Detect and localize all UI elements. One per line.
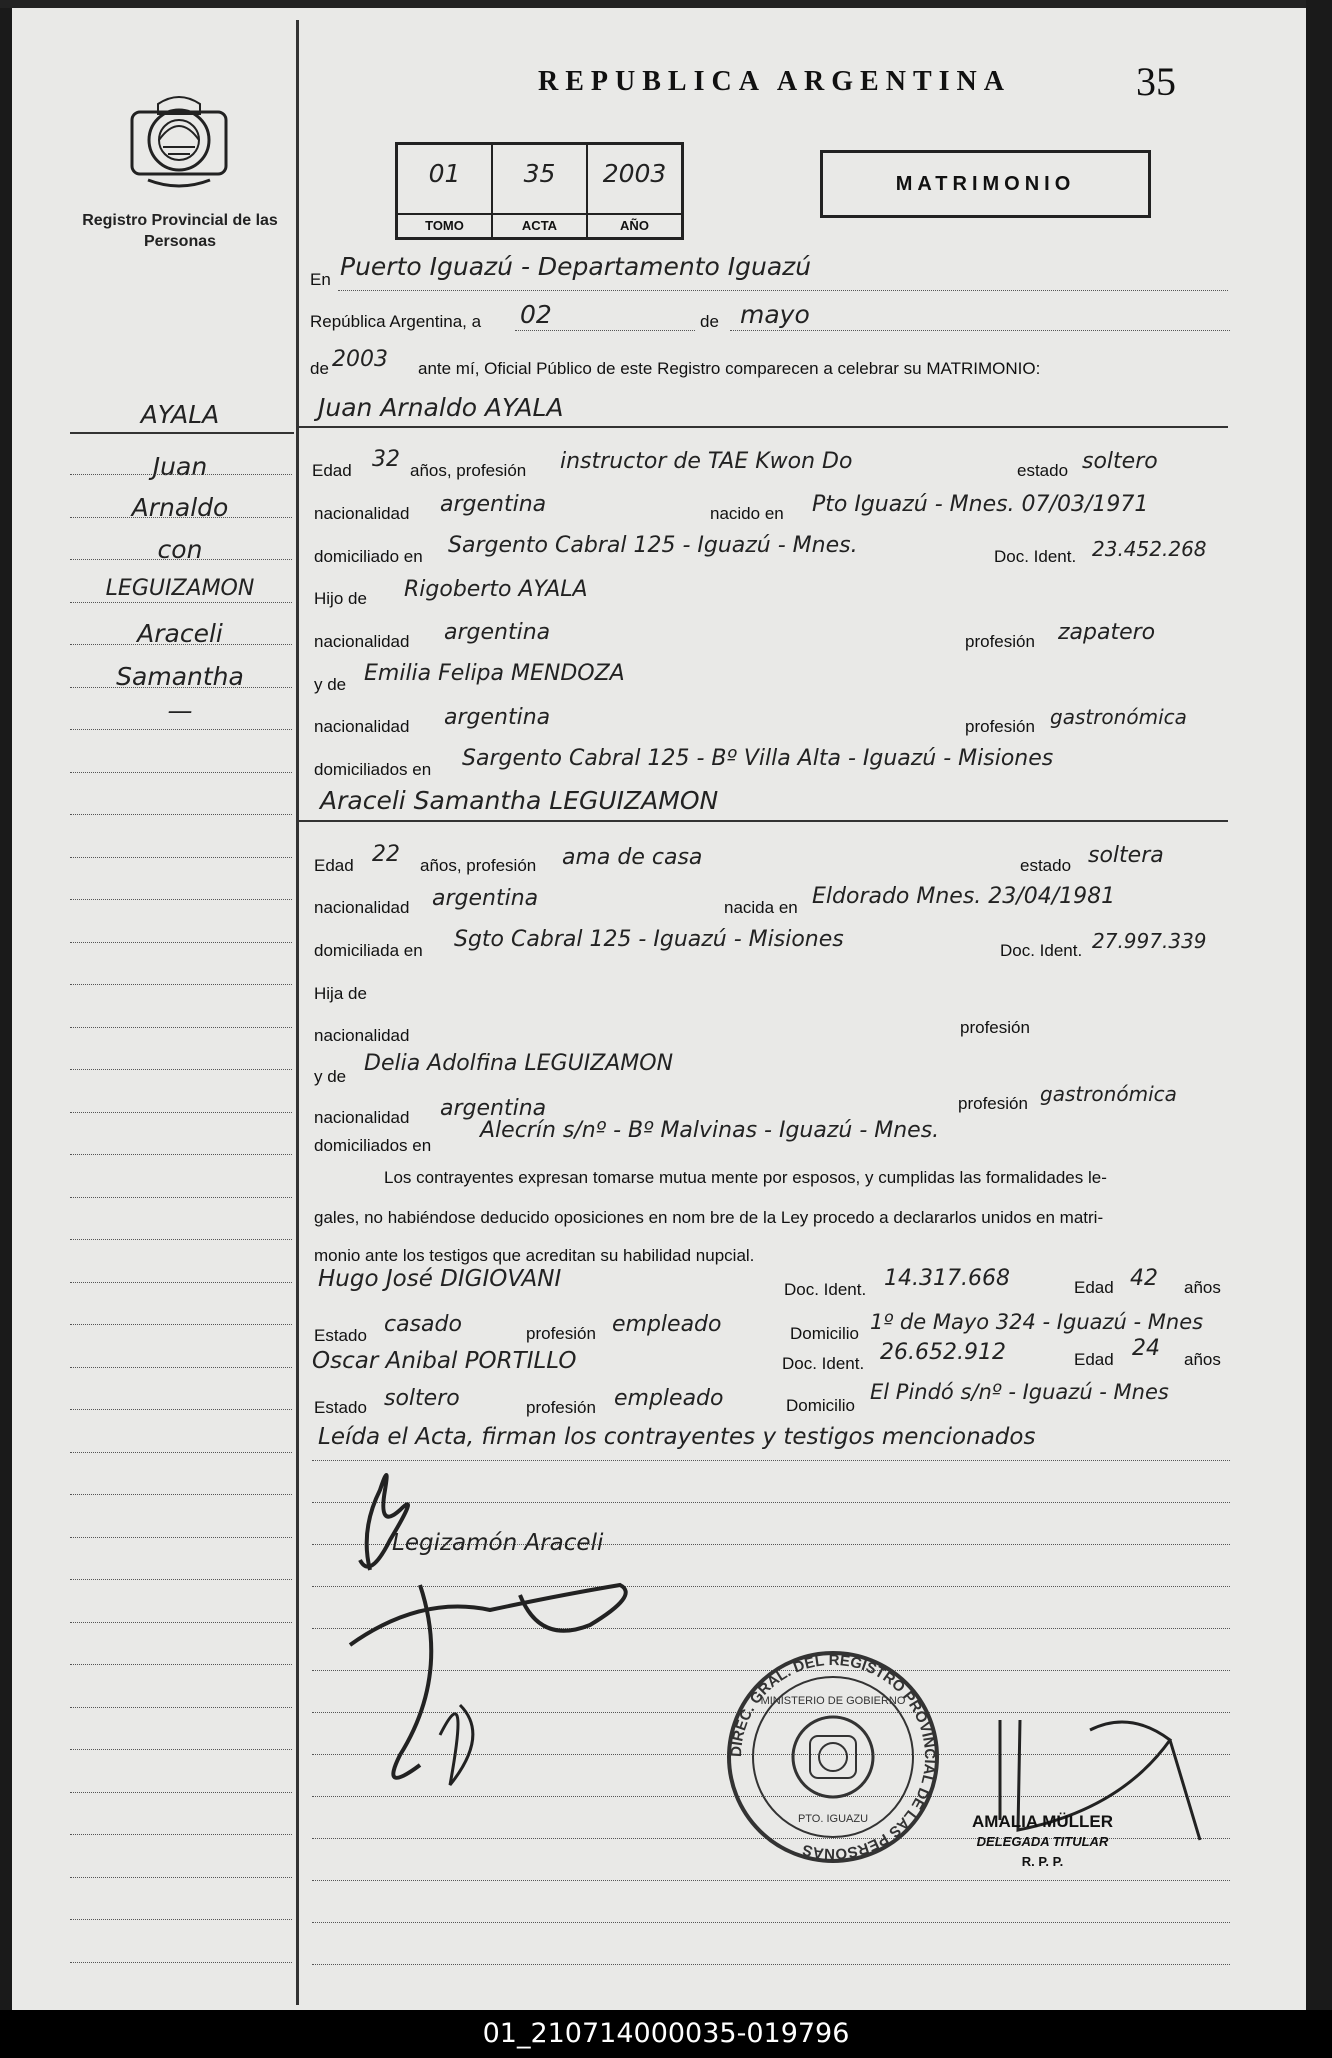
witness-1-profesion-label: profesión: [526, 1324, 596, 1343]
margin-name-2: Arnaldo: [131, 493, 229, 522]
registry-label: Registro Provincial de las Personas: [82, 212, 278, 250]
tomo-label: TOMO: [398, 213, 491, 237]
intro-statement: ante mí, Oficial Público de este Registro comparecen a celebrar su MATRIMONIO:: [418, 359, 1041, 378]
groom-address: Sargento Cabral 125 - Iguazú - Mnes.: [448, 533, 858, 558]
bride-status: soltera: [1088, 843, 1164, 868]
margin-dotted-line: [70, 1877, 292, 1878]
witness-2-name: Oscar Anibal PORTILLO: [312, 1348, 577, 1374]
witness-2-doc-label: Doc. Ident.: [782, 1354, 865, 1373]
margin-dotted-line: [70, 1324, 292, 1325]
margin-dotted-line: [70, 1537, 292, 1538]
margin-dotted-line: [70, 1239, 292, 1240]
groom-domicilio-label: domiciliado en: [314, 547, 423, 566]
groom-mother-nat-label: nacionalidad: [314, 717, 410, 736]
groom-nationality: argentina: [440, 492, 547, 517]
witness-2-profesion-label: profesión: [526, 1398, 596, 1417]
witness-2-domicilio-label: Domicilio: [786, 1396, 855, 1415]
margin-dotted-line: [70, 1452, 292, 1453]
bride-nationality: argentina: [432, 886, 539, 911]
groom-hijo-label: Hijo de: [314, 589, 367, 608]
groom-mother: Emilia Felipa MENDOZA: [364, 661, 625, 686]
ano-cell: [588, 145, 681, 237]
groom-father: Rigoberto AYALA: [404, 577, 588, 602]
en-label: En: [310, 270, 331, 289]
margin-dotted-line: [70, 1622, 292, 1623]
groom-age: 32: [372, 447, 400, 472]
groom-mother-nationality: argentina: [444, 705, 551, 730]
margin-dotted-line: [70, 644, 292, 645]
margin-dotted-line: [70, 687, 292, 688]
year-value: 2003: [332, 347, 388, 372]
margin-dotted-line: [70, 602, 292, 603]
closing-note: Leída el Acta, firman los contrayentes y testigos mencionados: [318, 1424, 1036, 1450]
day-value: 02: [520, 300, 552, 329]
groom-doc-label: Doc. Ident.: [994, 547, 1077, 566]
ano-value: 2003: [602, 159, 667, 188]
witness-2-doc: 26.652.912: [880, 1340, 1006, 1365]
groom-profesion-label: años, profesión: [410, 461, 527, 480]
bride-hija-label: Hija de: [314, 984, 367, 1003]
scan-right-edge: [1306, 0, 1332, 2010]
bride-age: 22: [372, 842, 400, 867]
margin-dotted-line: [70, 1197, 292, 1198]
bride-profession: ama de casa: [562, 845, 703, 870]
witness-1-anos-label: años: [1184, 1278, 1221, 1297]
witness-2-status: soltero: [384, 1386, 460, 1411]
margin-dotted-line: [70, 772, 292, 773]
margin-surname-2: LEGUIZAMON: [105, 576, 255, 601]
official-name: AMALIA MÜLLER: [972, 1812, 1114, 1831]
field-line: [338, 290, 1228, 291]
bride-mother-nat-label: nacionalidad: [314, 1108, 410, 1127]
margin-dotted-line: [70, 942, 292, 943]
stamp-bottom-text: PTO. IGUAZU: [797, 1813, 869, 1825]
margin-dotted-line: [70, 517, 292, 518]
section-rule: [298, 426, 1228, 428]
margin-dotted-line: [70, 857, 292, 858]
month-value: mayo: [740, 300, 810, 329]
margin-dotted-line: [70, 1069, 292, 1070]
official-signature-block: [972, 1812, 1113, 1872]
groom-estado-label: estado: [1017, 461, 1069, 480]
margin-dotted-line: [70, 1027, 292, 1028]
groom-parents-address: Sargento Cabral 125 - Bº Villa Alta - Iguazú - Misiones: [462, 746, 1054, 771]
province-seal-icon: [128, 92, 230, 192]
groom-name: Juan Arnaldo AYALA: [318, 393, 564, 422]
witness-2-address: El Pindó s/nº - Iguazú - Mnes: [870, 1380, 1169, 1404]
witness-1-profession: empleado: [612, 1312, 722, 1337]
groom-parents-dom-label: domiciliados en: [314, 760, 432, 779]
document-title: REPUBLICA ARGENTINA: [538, 66, 1011, 97]
stamp-outer-text: DIREC. GRAL. DEL REGISTRO PROVINCIAL DE LAS PERSONAS: [727, 1651, 939, 1863]
margin-dotted-line: [70, 1494, 292, 1495]
acta-value: 35: [523, 159, 556, 188]
scan-top-edge: [0, 0, 1332, 8]
groom-nacido-label: nacido en: [710, 504, 784, 523]
margin-dotted-line: [70, 729, 292, 730]
tomo-cell: [398, 145, 493, 237]
witness-2-anos-label: años: [1184, 1350, 1221, 1369]
margin-dotted-line: [70, 1749, 292, 1750]
groom-doc: 23.452.268: [1092, 537, 1207, 561]
witness-1-name: Hugo José DIGIOVANI: [318, 1266, 562, 1292]
bride-mother-profession: gastronómica: [1040, 1082, 1177, 1106]
bride-parents-address: Alecrín s/nº - Bº Malvinas - Iguazú - Mnes.: [480, 1118, 940, 1143]
margin-dotted-line: [70, 1792, 292, 1793]
margin-dotted-line: [70, 1282, 292, 1283]
margin-dotted-line: [70, 1154, 292, 1155]
witness-2-age: 24: [1132, 1336, 1160, 1361]
margin-dotted-line: [70, 1664, 292, 1665]
acta-cell: [493, 145, 588, 237]
witness-1-address: 1º de Mayo 324 - Iguazú - Mnes: [870, 1310, 1204, 1334]
month-de-label: de: [700, 312, 719, 331]
section-rule: [298, 820, 1228, 822]
bride-mother-prof-label: profesión: [958, 1094, 1028, 1113]
bride-domicilio-label: domiciliada en: [314, 941, 423, 960]
margin-dotted-line: [70, 1409, 292, 1410]
margin-dotted-line: [70, 474, 292, 475]
groom-nacionalidad-label: nacionalidad: [314, 504, 410, 523]
record-type-box: MATRIMONIO: [820, 150, 1151, 218]
declaration-line-1: Los contrayentes expresan tomarse mutua mente por esposos, y cumplidas las formalidades le-: [384, 1168, 1107, 1187]
groom-status: soltero: [1082, 449, 1158, 474]
form-dotted-line: [312, 1880, 1230, 1881]
witness-1-age: 42: [1130, 1266, 1158, 1291]
place-value: Puerto Iguazú - Departamento Iguazú: [340, 252, 812, 281]
margin-name-3: Araceli: [137, 619, 223, 648]
groom-father-prof-label: profesión: [965, 632, 1035, 651]
witness-1-doc-label: Doc. Ident.: [784, 1280, 867, 1299]
margin-dotted-line: [70, 1962, 292, 1963]
groom-yde-label: y de: [314, 675, 347, 694]
witness-2-profession: empleado: [614, 1386, 724, 1411]
witness-1-status: casado: [384, 1312, 462, 1337]
official-stamp-icon: [722, 1646, 944, 1868]
official-title: DELEGADA TITULAR: [976, 1834, 1109, 1849]
margin-divider: [296, 20, 299, 2005]
bride-edad-label: Edad: [314, 856, 354, 875]
margin-dotted-line: [70, 984, 292, 985]
witness-signatures-icon: [340, 1555, 660, 1815]
acta-label: ACTA: [493, 213, 586, 237]
field-line: [515, 330, 695, 331]
bride-nacida-label: nacida en: [724, 898, 798, 917]
stamp-inner-text: MINISTERIO DE GOBIERNO: [760, 1695, 906, 1707]
groom-mother-prof-label: profesión: [965, 717, 1035, 736]
margin-dotted-line: [70, 899, 292, 900]
bride-doc: 27.997.339: [1092, 929, 1207, 953]
republica-label: República Argentina, a: [310, 312, 482, 331]
bride-estado-label: estado: [1020, 856, 1072, 875]
declaration-line-3: monio ante los testigos que acreditan su habilidad nupcial.: [314, 1246, 755, 1265]
margin-dotted-line: [70, 1579, 292, 1580]
bride-address: Sgto Cabral 125 - Iguazú - Misiones: [454, 927, 844, 952]
bride-mother: Delia Adolfina LEGUIZAMON: [364, 1051, 674, 1076]
margin-name-4: Samantha: [116, 662, 244, 691]
margin-dash: —: [167, 696, 193, 725]
bride-name: Araceli Samantha LEGUIZAMON: [320, 786, 719, 815]
bride-parents-dom-label: domiciliados en: [314, 1136, 432, 1155]
margin-dotted-line: [70, 1919, 292, 1920]
field-line: [730, 330, 1230, 331]
bride-signature: Legizamón Araceli: [392, 1530, 604, 1556]
margin-surname-1: AYALA: [140, 400, 220, 429]
margin-rule: [70, 432, 294, 434]
groom-father-nationality: argentina: [444, 620, 551, 645]
tomo-value: 01: [428, 159, 461, 188]
official-office: R. P. P.: [1021, 1854, 1064, 1869]
margin-dotted-line: [70, 814, 292, 815]
margin-dotted-line: [70, 1367, 292, 1368]
groom-father-profession: zapatero: [1058, 620, 1156, 645]
bride-mother-nationality: argentina: [440, 1096, 547, 1121]
witness-1-edad-label: Edad: [1074, 1278, 1114, 1297]
groom-birth: Pto Iguazú - Mnes. 07/03/1971: [812, 492, 1149, 517]
margin-dotted-line: [70, 559, 292, 560]
form-dotted-line: [312, 1922, 1230, 1923]
book-reference-box: [395, 142, 684, 240]
bride-doc-label: Doc. Ident.: [1000, 941, 1083, 960]
witness-2-edad-label: Edad: [1074, 1350, 1114, 1369]
witness-1-domicilio-label: Domicilio: [790, 1324, 859, 1343]
margin-dotted-line: [70, 1112, 292, 1113]
witness-1-doc: 14.317.668: [884, 1266, 1010, 1291]
form-dotted-line: [312, 1964, 1230, 1965]
declaration-line-2: gales, no habiéndose deducido oposiciones en nom bre de la Ley procedo a declararlos unidos en matri-: [314, 1208, 1104, 1227]
margin-con: con: [157, 535, 203, 564]
bride-profesion-label: años, profesión: [420, 856, 537, 875]
bride-father-prof-label: profesión: [960, 1018, 1030, 1037]
year-de-label: de: [310, 359, 329, 378]
ano-label: AÑO: [588, 213, 681, 237]
bride-nacionalidad-label: nacionalidad: [314, 898, 410, 917]
groom-father-nat-label: nacionalidad: [314, 632, 410, 651]
witness-2-estado-label: Estado: [314, 1398, 367, 1417]
scan-footer: 01_210714000035-019796: [0, 2010, 1332, 2058]
groom-mother-profession: gastronómica: [1050, 705, 1187, 729]
bride-yde-label: y de: [314, 1067, 347, 1086]
margin-dotted-line: [70, 1707, 292, 1708]
page-number: 35: [1136, 59, 1176, 104]
witness-1-estado-label: Estado: [314, 1326, 367, 1345]
bride-father-nat-label: nacionalidad: [314, 1026, 410, 1045]
bride-birth: Eldorado Mnes. 23/04/1981: [812, 884, 1116, 909]
groom-profession: instructor de TAE Kwon Do: [560, 449, 853, 474]
margin-dotted-line: [70, 1834, 292, 1835]
margin-name-1: Juan: [152, 452, 208, 481]
groom-edad-label: Edad: [312, 461, 352, 480]
